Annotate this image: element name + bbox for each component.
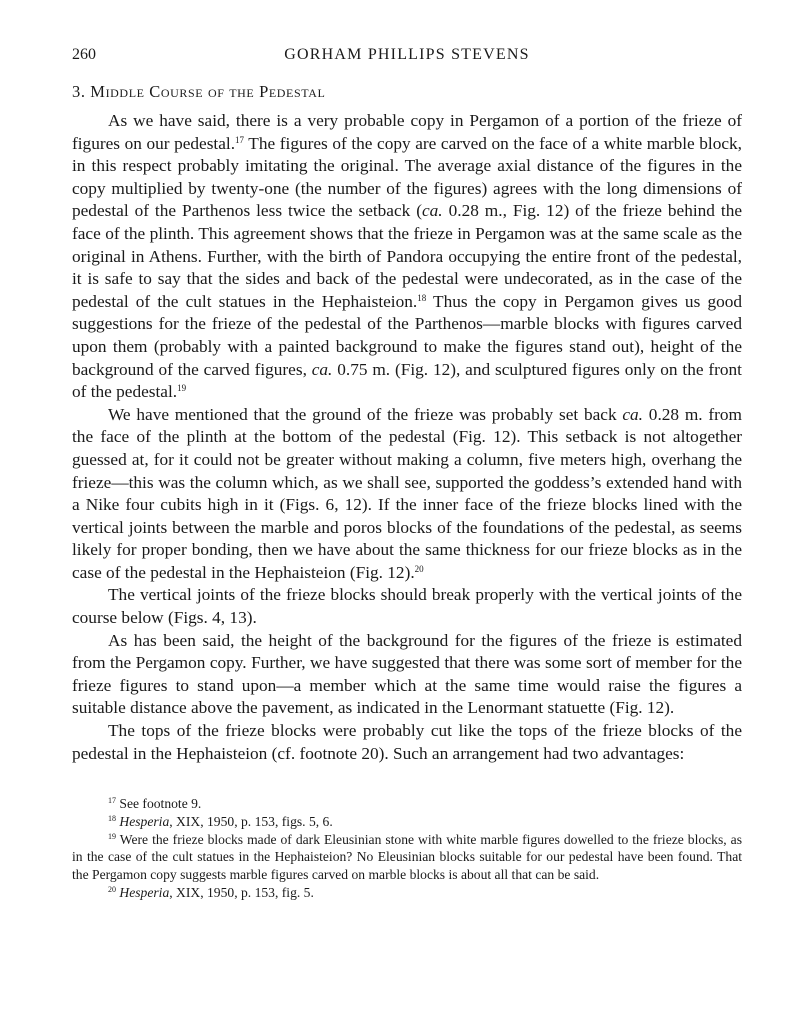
section-heading: 3. Middle Course of the Pedestal — [72, 82, 326, 101]
paragraph — [72, 630, 742, 720]
text-run: The vertical joints of the frieze blocks should break properly with the vertical joints of the course below (Figs. 4, 13). — [72, 585, 742, 628]
text-run: Were the frieze blocks made of dark Eleusinian stone with white marble figures dowelled to the frieze blocks, as in the case of the cult statues in the Hephaisteion? No Eleusinian blocks suitable for our pedestal have been found. That the Pergamon copy suggests marble figures carved on marble blocks is about all that can be said. — [72, 831, 742, 883]
paragraph — [72, 720, 742, 765]
page-number: 260 — [72, 46, 96, 63]
text-run: As has been said, the height of the background for the figures of the frieze is estimated from the Pergamon copy. Further, we have suggested that there was some sort of member for the frieze figures to stand upon—a member which at the same time would raise the figures a suitable distance above the pavement, as indicated in the Lenormant statuette (Fig. 12). — [72, 630, 742, 718]
footnote-ref: 20 — [414, 563, 424, 574]
italic-text: ca. — [311, 359, 333, 379]
text-run: The tops of the frieze blocks were probably cut like the tops of the frieze blocks of the pedestal in the Hephaisteion (cf. footnote 20). Such an arrangement had two advantages: — [72, 721, 742, 763]
italic-text: ca. — [422, 201, 443, 221]
paragraph — [72, 404, 742, 585]
footnote — [72, 795, 742, 813]
text-run: The figures of the copy are carved on the face of a white marble block, in this respect probably imitating the original. The average axial distance of the figures in the copy multiplied by twenty-one (the number of the figures) agrees with the long dimensions of pedestal of the Parthenos less twice the setback ( — [72, 133, 742, 221]
running-head — [72, 38, 742, 68]
footnote-ref: 17 — [235, 134, 245, 145]
text-run: , XIX, 1950, p. 153, figs. 5, 6. — [169, 813, 333, 829]
footnote-ref: 18 — [417, 292, 427, 303]
footnote — [72, 884, 742, 902]
text-run: 0.28 m. from the face of the plinth at the bottom of the pedestal (Fig. 12). This setback is not altogether guessed at, for it could not be greater without making a column, five meters high, overhang the frieze—this was the column which, as we shall see, supported the goddess’s extended hand with a Nike four cubits high in it (Figs. 6, 12). If the inner face of the frieze blocks lined with the vertical joints between the marble and poros blocks of the foundations of the pedestal, as seems likely for proper bonding, then we have about the same thickness for our frieze blocks as in the case of the pedestal in the Hephaisteion (Fig. 12). — [72, 404, 742, 582]
italic-text: ca. — [622, 404, 644, 424]
text-run: See footnote 9. — [116, 796, 202, 812]
paragraph — [72, 584, 742, 629]
footnote-ref: 20 — [108, 884, 116, 894]
text-run: 0.28 m., Fig. 12) of the frieze behind the face of the plinth. This agreement shows that the frieze in Pergamon was at the same scale as the original in Athens. Further, with the birth of Pandora occupying the entire front of the pedestal, it is safe to say that the sides and back of the pedestal were undecorated, as in the case of the pedestal of the cult statues in the Hephaisteion. — [72, 201, 742, 311]
text-run: 0.75 m. (Fig. 12), and sculptured figures only on the front of the pedestal. — [72, 359, 742, 402]
running-title: GORHAM PHILLIPS STEVENS — [284, 46, 530, 63]
italic-text: Hesperia — [119, 813, 170, 829]
text-run: , XIX, 1950, p. 153, fig. 5. — [169, 884, 314, 900]
text-run: Thus the copy in Pergamon gives us good suggestions for the frieze of the pedestal of the Parthenos—marble blocks with figures carved upon them (probably with a painted background to make the figures stand out), height of the background of the carved figures, — [72, 291, 743, 379]
footnote-ref: 17 — [108, 796, 116, 806]
footnotes — [72, 795, 742, 901]
paragraph — [72, 110, 742, 404]
footnote-ref: 18 — [108, 813, 116, 823]
footnote — [72, 813, 742, 831]
footnote-ref: 19 — [177, 383, 187, 394]
body-text — [72, 110, 742, 765]
text-run: We have mentioned that the ground of the frieze was probably set back — [108, 404, 623, 424]
footnote-ref: 19 — [108, 831, 116, 841]
text-run: As we have said, there is a very probable copy in Pergamon of a portion of the frieze of figures on our pedestal. — [72, 111, 742, 153]
page — [72, 38, 742, 901]
italic-text: Hesperia — [119, 884, 170, 900]
footnote — [72, 831, 742, 884]
